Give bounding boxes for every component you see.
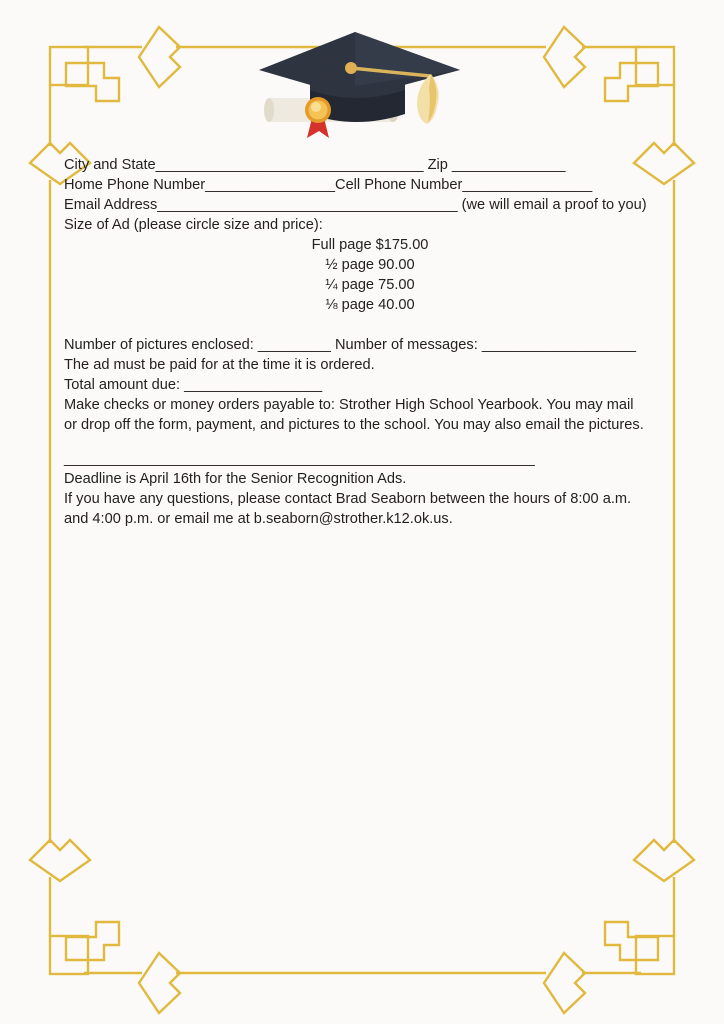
cell-phone-label: Cell Phone Number (335, 177, 463, 193)
home-phone-blank[interactable]: ________________ (205, 177, 336, 193)
email-label: Email Address (64, 197, 158, 213)
payment-notice: The ad must be paid for at the time it is ordered. (64, 357, 375, 373)
signature-rule[interactable]: __________________________________________________________ (64, 451, 535, 467)
city-state-label: City and State (64, 157, 156, 173)
pictures-count-label: Number of pictures enclosed: (64, 337, 254, 353)
ad-size-option[interactable]: ¼ page 75.00 (325, 277, 415, 293)
home-phone-label: Home Phone Number (64, 177, 206, 193)
ad-size-price-list (64, 235, 650, 315)
email-row (64, 195, 650, 215)
total-amount-blank[interactable]: _________________ (184, 377, 323, 393)
email-proof-note: (we will email a proof to you) (457, 197, 647, 213)
zip-blank[interactable]: ______________ (451, 157, 566, 173)
ad-size-option[interactable]: ⅛ page 40.00 (325, 297, 415, 313)
diploma-seal (305, 97, 331, 138)
messages-count-blank[interactable]: ___________________ (481, 337, 637, 353)
contact-info: If you have any questions, please contact Brad Seaborn between the hours of 8:00 a.m. and 4:00 p.m. or email me at b.seaborn@strother.k12.ok.us. (64, 491, 632, 527)
total-amount-label: Total amount due: (64, 377, 181, 393)
phone-row (64, 175, 650, 195)
ad-size-heading: Size of Ad (please circle size and price): (64, 217, 323, 233)
zip-label: Zip (427, 157, 448, 173)
messages-count-label: Number of messages: (335, 337, 478, 353)
cell-phone-blank[interactable]: ________________ (462, 177, 593, 193)
pictures-count-blank[interactable]: _________ (257, 337, 331, 353)
email-blank[interactable]: _____________________________________ (157, 197, 458, 213)
graduation-cap-with-diploma-illustration (255, 28, 465, 143)
city-state-row (64, 155, 650, 175)
ad-size-option[interactable]: Full page $175.00 (311, 237, 429, 253)
ad-size-option[interactable]: ½ page 90.00 (325, 257, 415, 273)
form-body (64, 155, 650, 529)
deadline-notice: Deadline is April 16th for the Senior Recognition Ads. (64, 471, 407, 487)
total-amount-row (64, 375, 650, 395)
counts-row (64, 335, 650, 355)
city-state-blank[interactable]: _________________________________ (155, 157, 424, 173)
checks-instructions: Make checks or money orders payable to: Strother High School Yearbook. You may mail or drop off the form, payment, and pictures to the school. You may also email the pictures. (64, 397, 644, 433)
